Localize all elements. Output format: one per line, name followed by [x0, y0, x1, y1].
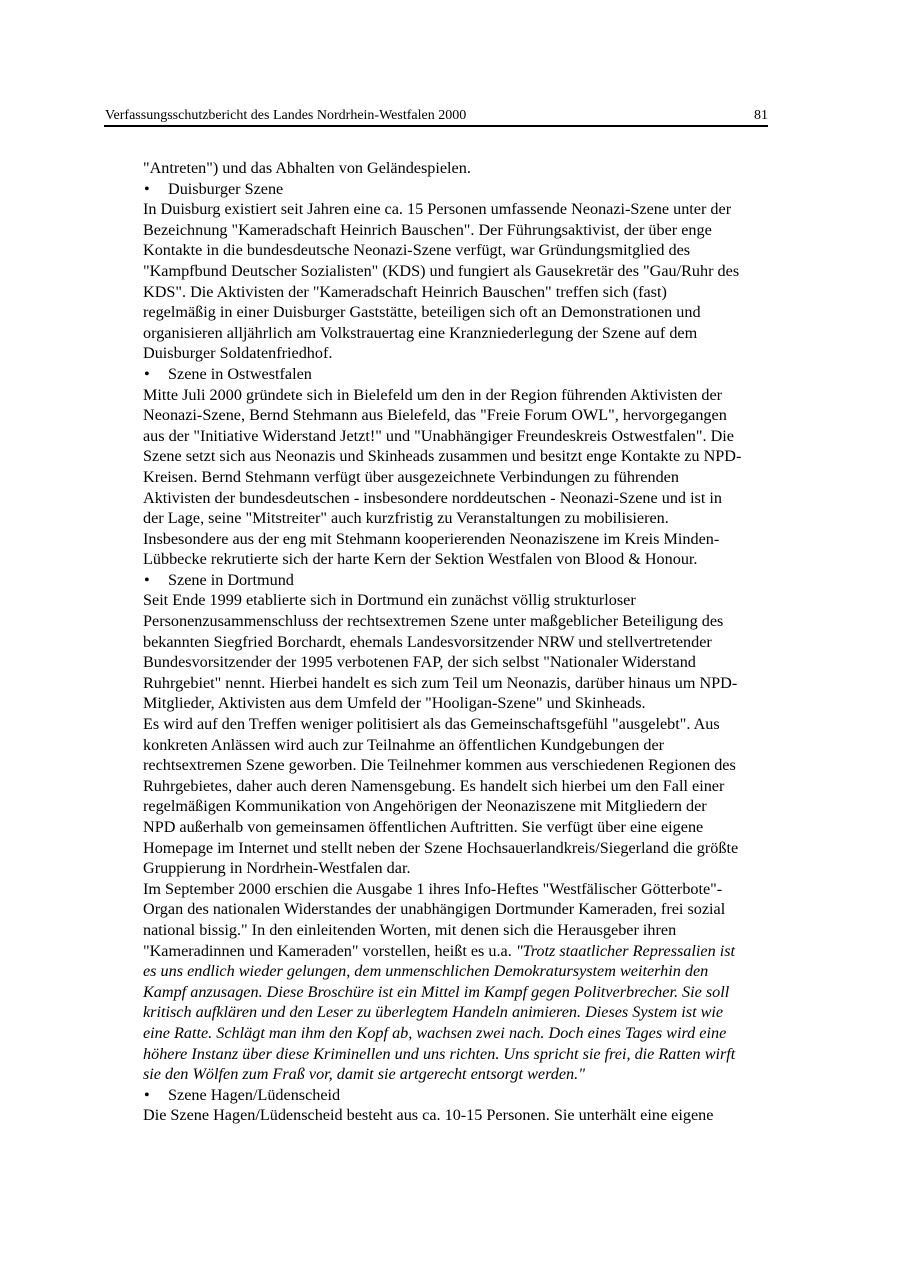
text-line: [143, 920, 805, 941]
text-line: [143, 467, 805, 488]
text-run: Homepage im Internet und stellt neben der Szene Hochsauerlandkreis/Siegerland die größte: [143, 838, 739, 857]
bullet-heading-label: Duisburger Szene: [168, 179, 284, 198]
text-line: [143, 158, 805, 179]
text-line: [143, 941, 805, 962]
text-line: [143, 693, 805, 714]
text-run: Organ des nationalen Widerstandes der unabhängigen Dortmunder Kameraden, frei sozial: [143, 900, 726, 919]
text-line: [143, 838, 805, 859]
text-line: [143, 385, 805, 406]
text-line: [143, 302, 805, 323]
text-line: [143, 529, 805, 550]
text-line: [143, 1105, 805, 1126]
text-run: "Kameradinnen und Kameraden" vorstellen, heißt es u.a.: [143, 941, 516, 960]
text-line: [143, 343, 805, 364]
text-run: bekannten Siegfried Borchardt, ehemals Landesvorsitzender NRW und stellvertretender: [143, 632, 712, 651]
text-line: [143, 488, 805, 509]
text-line: [143, 261, 805, 282]
text-line: [143, 796, 805, 817]
text-line: [143, 199, 805, 220]
text-run: Bundesvorsitzender der 1995 verbotenen FAP, der sich selbst "Nationaler Widerstand: [143, 653, 696, 672]
text-line: [143, 446, 805, 467]
text-run: regelmäßig in einer Duisburger Gaststätte, beteiligen sich oft an Demonstrationen und: [143, 303, 701, 322]
text-line: [143, 735, 805, 756]
text-run: national bissig." In den einleitenden Worten, mit denen sich die Herausgeber ihren: [143, 920, 677, 939]
text-line: [143, 323, 805, 344]
bullet-heading-label: Szene Hagen/Lüdenscheid: [168, 1085, 341, 1104]
text-run: Im September 2000 erschien die Ausgabe 1 ihres Info-Heftes "Westfälischer Götterbote"-: [143, 879, 723, 898]
text-run: Die Szene Hagen/Lüdenscheid besteht aus ca. 10-15 Personen. Sie unterhält eine eigene: [143, 1106, 714, 1125]
text-line: [143, 673, 805, 694]
bullet-heading: [143, 179, 805, 200]
text-line: [143, 282, 805, 303]
text-run: KDS". Die Aktivisten der "Kameradschaft Heinrich Bauschen" treffen sich (fast): [143, 282, 667, 301]
text-line: [143, 652, 805, 673]
text-line: [143, 426, 805, 447]
text-line: [143, 982, 805, 1003]
text-line: [143, 611, 805, 632]
text-line: [143, 1044, 805, 1065]
text-line: [143, 899, 805, 920]
text-line: [143, 879, 805, 900]
text-run: Seit Ende 1999 etablierte sich in Dortmund ein zunächst völlig strukturloser: [143, 591, 636, 610]
text-run: Kontakte in die bundesdeutsche Neonazi-Szene verfügt, war Gründungsmitglied des: [143, 241, 691, 260]
header-title: Verfassungsschutzbericht des Landes Nordrhein-Westfalen 2000: [105, 108, 467, 123]
text-run: Gruppierung in Nordrhein-Westfalen dar.: [143, 859, 411, 878]
quote-run: sie den Wölfen zum Fraß vor, damit sie artgerecht entsorgt werden.": [143, 1065, 585, 1084]
text-run: Neonazi-Szene, Bernd Stehmann aus Bielefeld, das "Freie Forum OWL", hervorgegangen: [143, 406, 727, 425]
text-run: Szene setzt sich aus Neonazis und Skinheads zusammen und besitzt enge Kontakte zu NPD-: [143, 447, 742, 466]
text-line: [143, 1023, 805, 1044]
bullet-icon: •: [144, 570, 150, 589]
text-run: NPD außerhalb von gemeinsamen öffentlichen Auftritten. Sie verfügt über eine eigene: [143, 818, 704, 836]
text-run: Mitglieder, Aktivisten aus dem Umfeld der "Hooligan-Szene" und Skinheads.: [143, 694, 646, 713]
text-run: aus der "Initiative Widerstand Jetzt!" und "Unabhängiger Freundeskreis Ostwestfalen". Die: [143, 426, 734, 445]
page-number: 81: [754, 108, 768, 123]
text-run: In Duisburg existiert seit Jahren eine ca. 15 Personen umfassende Neonazi-Szene unter der: [143, 200, 732, 219]
text-line: [143, 755, 805, 776]
text-run: Kreisen. Bernd Stehmann verfügt über ausgezeichnete Verbindungen zu führenden: [143, 467, 679, 486]
bullet-heading: [143, 364, 805, 385]
text-line: [143, 508, 805, 529]
text-line: [143, 220, 805, 241]
text-line: [143, 776, 805, 797]
bullet-icon: •: [144, 364, 150, 383]
bullet-icon: •: [144, 179, 150, 198]
quote-run: Kampf anzusagen. Diese Broschüre ist ein Mittel im Kampf gegen Politverbrecher. Sie soll: [143, 982, 730, 1001]
text-run: "Antreten") und das Abhalten von Geländespielen.: [143, 159, 471, 177]
text-run: Personenzusammenschluss der rechtsextremen Szene unter maßgeblicher Beteiligung des: [143, 612, 724, 631]
text-line: [143, 632, 805, 653]
text-run: Insbesondere aus der eng mit Stehmann kooperierenden Neonaziszene im Kreis Minden-: [143, 529, 720, 548]
bullet-heading-label: Szene in Dortmund: [168, 570, 294, 589]
text-run: Lübbecke rekrutierte sich der harte Kern der Sektion Westfalen von Blood & Honour.: [143, 550, 698, 569]
text-run: regelmäßigen Kommunikation von Angehörigen der Neonaziszene mit Mitgliedern der: [143, 797, 707, 816]
quote-run: es uns endlich wieder gelungen, dem unmenschlichen Demokratursystem weiterhin den: [143, 962, 709, 981]
text-run: "Kampfbund Deutscher Sozialisten" (KDS) und fungiert als Gausekretär des "Gau/Ruhr des: [143, 261, 740, 280]
text-line: [143, 817, 805, 838]
bullet-heading: [143, 1085, 805, 1106]
bullet-heading-label: Szene in Ostwestfalen: [168, 364, 312, 383]
text-run: organisieren alljährlich am Volkstrauertag eine Kranzniederlegung der Szene auf dem: [143, 323, 698, 342]
quote-run: "Trotz staatlicher Repressalien ist: [515, 941, 735, 960]
text-run: Bezeichnung "Kameradschaft Heinrich Bauschen". Der Führungsaktivist, der über enge: [143, 220, 712, 239]
text-line: [143, 590, 805, 611]
quote-run: höhere Instanz über diese Kriminellen und uns richten. Uns spricht sie frei, die Ratten wirft: [143, 1044, 736, 1063]
text-line: [143, 1064, 805, 1085]
text-line: [143, 405, 805, 426]
bullet-heading: [143, 570, 805, 591]
bullet-icon: •: [144, 1085, 150, 1104]
text-line: [143, 858, 805, 879]
text-run: Es wird auf den Treffen weniger politisiert als das Gemeinschaftsgefühl "ausgelebt". Aus: [143, 715, 720, 734]
text-line: [143, 240, 805, 261]
text-run: Aktivisten der bundesdeutschen - insbesondere norddeutschen - Neonazi-Szene und ist in: [143, 488, 722, 507]
body-text: [143, 158, 805, 1126]
text-line: [143, 549, 805, 570]
text-run: der Lage, seine "Mitstreiter" auch kurzfristig zu Veranstaltungen zu mobilisieren.: [143, 509, 669, 528]
running-header: [104, 107, 768, 127]
text-run: Mitte Juli 2000 gründete sich in Bielefeld um den in der Region führenden Aktivisten der: [143, 385, 723, 404]
text-run: rechtsextremen Szene geworben. Die Teilnehmer kommen aus verschiedenen Regionen des: [143, 756, 736, 775]
quote-run: kritisch aufklären und den Leser zu überlegtem Handeln animieren. Dieses System ist wie: [143, 1003, 724, 1022]
text-run: Ruhrgebiet" nennt. Hierbei handelt es sich zum Teil um Neonazis, darüber hinaus um NPD-: [143, 673, 738, 692]
text-run: Ruhrgebietes, daher auch deren Namensgebung. Es handelt sich hierbei um den Fall einer: [143, 776, 725, 795]
text-line: [143, 714, 805, 735]
text-run: Duisburger Soldatenfriedhof.: [143, 344, 333, 363]
text-run: konkreten Anlässen wird auch zur Teilnahme an öffentlichen Kundgebungen der: [143, 735, 665, 754]
quote-run: eine Ratte. Schlägt man ihm den Kopf ab, wachsen zwei nach. Doch eines Tages wird eine: [143, 1023, 727, 1042]
text-line: [143, 1002, 805, 1023]
text-line: [143, 961, 805, 982]
